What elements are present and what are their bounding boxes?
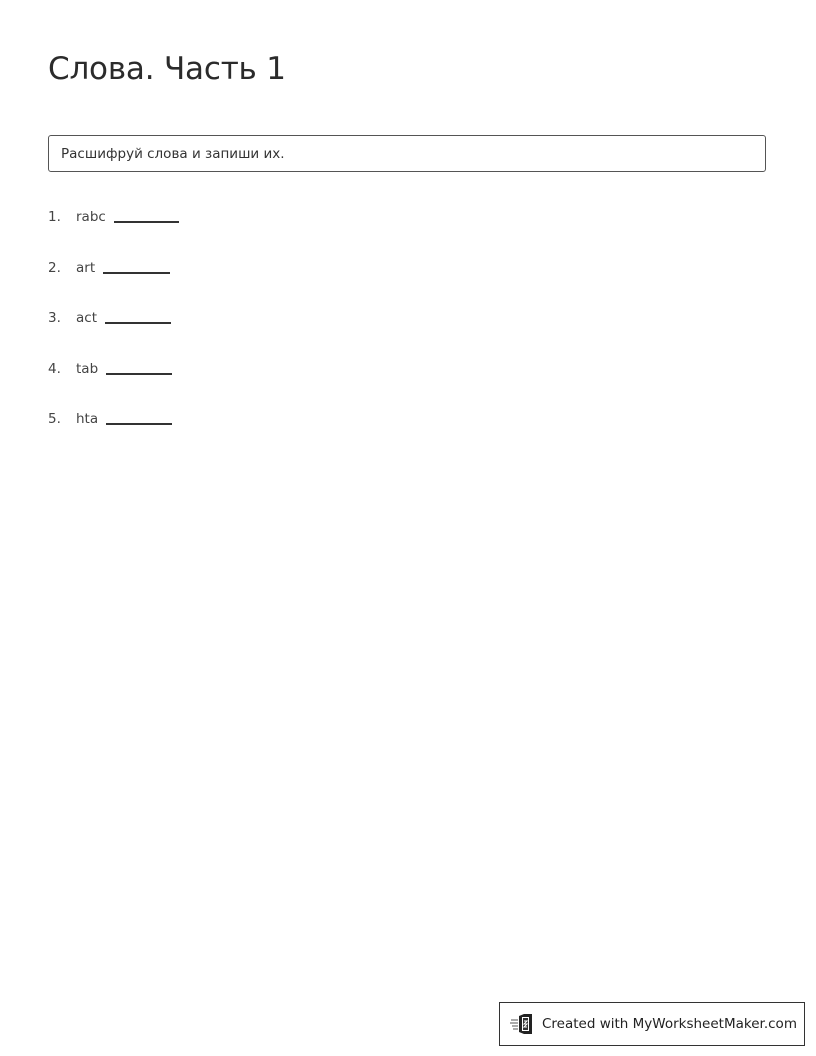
question-item xyxy=(48,252,179,276)
footer-text: Created with MyWorksheetMaker.com xyxy=(542,1016,797,1032)
question-item xyxy=(48,201,179,225)
answer-blank[interactable] xyxy=(106,373,172,375)
question-number: 2. xyxy=(48,259,61,276)
question-number: 5. xyxy=(48,411,61,427)
answer-blank[interactable] xyxy=(103,272,170,274)
scrambled-word: art xyxy=(76,259,96,276)
answer-blank[interactable] xyxy=(114,221,179,223)
scrambled-word: tab xyxy=(76,360,99,377)
scrambled-word: act xyxy=(76,310,97,326)
answer-blank[interactable] xyxy=(105,322,171,324)
question-item xyxy=(48,403,179,427)
myworksheetmaker-logo-icon xyxy=(510,1013,536,1035)
created-with-badge[interactable] xyxy=(499,1002,805,1046)
question-number: 4. xyxy=(48,360,61,377)
question-number: 1. xyxy=(48,209,61,225)
page-title: Слова. Часть 1 xyxy=(48,51,286,87)
question-number: 3. xyxy=(48,310,61,326)
question-item xyxy=(48,302,179,326)
question-list xyxy=(48,201,179,454)
scrambled-word: rabc xyxy=(76,209,106,225)
question-item xyxy=(48,353,179,377)
instructions-text: Расшифруй слова и запиши их. xyxy=(61,145,285,162)
instructions-box xyxy=(48,135,766,172)
answer-blank[interactable] xyxy=(106,423,172,425)
scrambled-word: hta xyxy=(76,411,99,427)
